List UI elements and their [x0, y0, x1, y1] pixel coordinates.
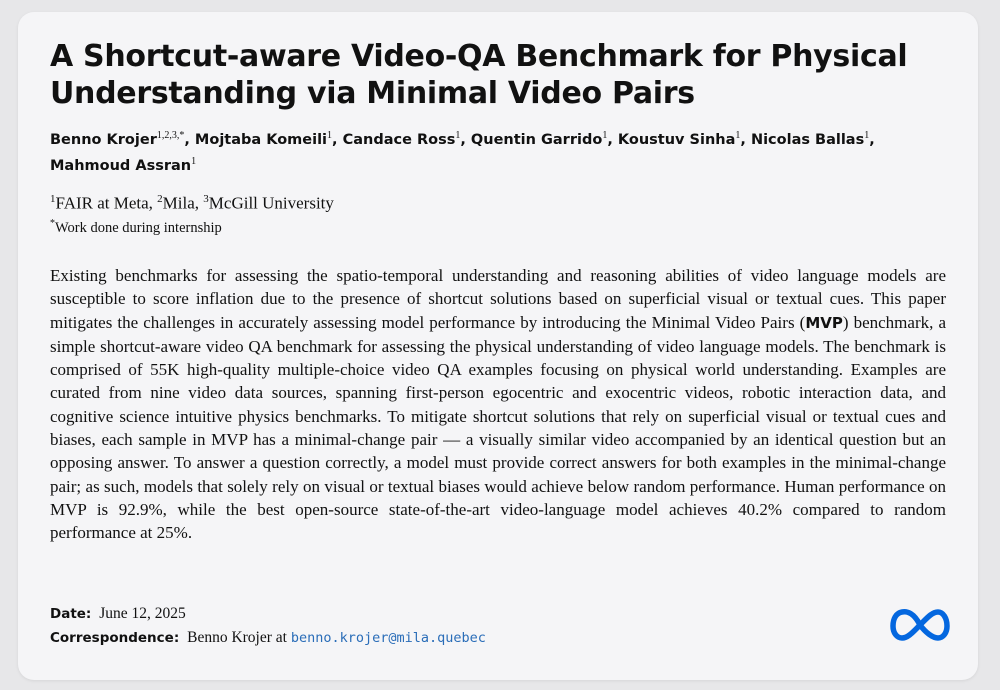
- mvp-highlight: MVP: [805, 313, 843, 332]
- internship-note: *Work done during internship: [50, 218, 222, 236]
- author-list: [50, 125, 950, 177]
- date-line: [50, 605, 186, 623]
- correspondence-label: Correspondence:: [50, 630, 180, 646]
- paper-title: A Shortcut-aware Video-QA Benchmark for Physical Understanding via Minimal Video Pairs: [50, 39, 908, 111]
- correspondence-email[interactable]: benno.krojer@mila.quebec: [290, 630, 486, 646]
- correspondence-name: Benno Krojer at: [187, 629, 287, 646]
- meta-logo-icon: [890, 608, 950, 642]
- affiliation: McGill University: [208, 193, 334, 213]
- author: Benno Krojer$^{1,2,3,*}$,: [50, 130, 195, 148]
- affiliation: FAIR at Meta: [55, 193, 149, 213]
- author: Quentin Garrido$^1$,: [470, 130, 618, 148]
- date-label: Date:: [50, 606, 92, 622]
- abstract: Existing benchmarks for assessing the spatio-temporal understanding and reasoning abilities of video language models are susceptible to score inflation due to the presence of shortcut solutions based on superficial visual or textual cues. This paper mitigates the challenges in accurately assessing model performance by introducing the Minimal Video Pairs (MVP) benchmark, a simple shortcut-aware video QA benchmark for assessing the physical understanding of video language models. The benchmark is comprised of 55K high-quality multiple-choice video QA examples focusing on physical world understanding. Examples are curated from nine video data sources, spanning first-person egocentric and exocentric videos, robotic interaction data, and cognitive science intuitive physics benchmarks. To mitigate shortcut solutions that rely on superficial visual or textual cues and biases, each sample in MVP has a minimal-change pair — a visually similar video accompanied by an identical question but an opposing answer. To answer a question correctly, a model must provide correct answers for both examples in the minimal-change pair; as such, models that solely rely on visual or textual biases would achieve below random performance. Human performance on MVP is 92.9%, while the best open-source state-of-the-art video-language model achieves 40.2% compared to random performance at 25%.: [50, 266, 946, 543]
- correspondence-line: [50, 629, 486, 647]
- author: Koustuv Sinha$^1$,: [617, 130, 751, 148]
- affiliations: $^1$FAIR at Meta, $^2$Mila, $^3$McGill University: [50, 193, 334, 213]
- paper-card: [18, 12, 978, 680]
- author: Candace Ross$^1$,: [342, 130, 471, 148]
- author: Nicolas Ballas$^1$,: [750, 130, 875, 148]
- date-value: June 12, 2025: [99, 605, 186, 622]
- author: Mojtaba Komeili$^1$,: [194, 130, 343, 148]
- author: Mahmoud Assran$^1$: [50, 155, 197, 174]
- affiliation: Mila: [162, 193, 195, 213]
